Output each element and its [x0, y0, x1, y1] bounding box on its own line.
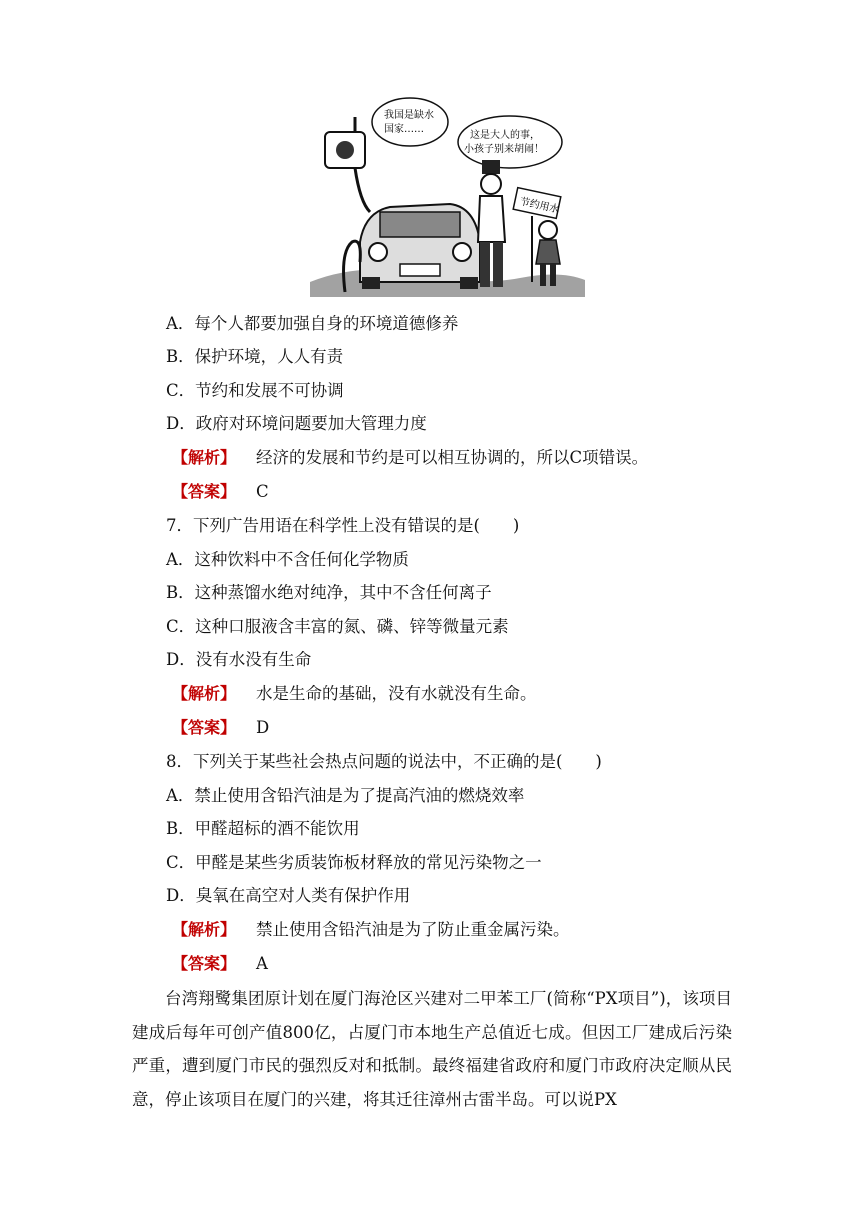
q8-option-d: D．臭氧在高空对人类有保护作用 — [166, 886, 411, 905]
q6-option-d: D．政府对环境问题要加大管理力度 — [166, 414, 427, 433]
bubble-left-text-2: 国家…… — [384, 124, 424, 135]
q7-option-b: B．这种蒸馏水绝对纯净，其中不含任何离子 — [166, 583, 492, 602]
q7-stem: 7．下列广告用语在科学性上没有错误的是( ) — [166, 516, 520, 535]
q8-analysis — [172, 919, 570, 941]
car-figure — [360, 204, 480, 289]
q7-option-c: C．这种口服液含丰富的氮、磷、锌等微量元素 — [166, 617, 509, 636]
sign-text: 节约用水 — [518, 196, 561, 216]
q6-option-b: B．保护环境，人人有责 — [166, 347, 344, 366]
answer-tag: 【答案】 — [172, 718, 237, 737]
q8-option-a: A．禁止使用含铅汽油是为了提高汽油的燃烧效率 — [166, 786, 525, 805]
analysis-tag: 【解析】 — [172, 684, 237, 703]
bubble-right-text: 这是大人的事， — [470, 130, 540, 141]
analysis-text: 水是生命的基础，没有水就没有生命。 — [256, 684, 537, 703]
bubble-right-text-2: 小孩子别来胡闹！ — [464, 144, 544, 155]
answer-text: D — [256, 718, 270, 737]
q7-option-a: A．这种饮料中不含任何化学物质 — [166, 550, 409, 569]
camera-figure — [325, 117, 370, 212]
analysis-text: 禁止使用含铅汽油是为了防止重金属污染。 — [256, 920, 570, 939]
q6-option-c: C．节约和发展不可协调 — [166, 381, 344, 400]
man-figure — [478, 160, 505, 287]
analysis-text: 经济的发展和节约是可以相互协调的，所以C项错误。 — [256, 448, 649, 467]
bubble-left-text: 我国是缺水 — [384, 110, 434, 121]
q8-stem: 8．下列关于某些社会热点问题的说法中，不正确的是( ) — [166, 752, 602, 771]
q8-option-b: B．甲醛超标的酒不能饮用 — [166, 819, 360, 838]
answer-tag: 【答案】 — [172, 954, 237, 973]
passage-paragraph: 台湾翔鹭集团原计划在厦门海沧区兴建对二甲苯工厂(简称“PX项目”)，该项目建成后每年可创产值800亿，占厦门市本地生产总值近七成。但因工厂建成后污染严重，遭到厦门市民的强烈反对和抵制。最终福建省政府和厦门市政府决定顺从民意，停止该项目在厦门的兴建，将其迁往漳州古雷半岛。可以说PX — [132, 989, 732, 1109]
answer-text: A — [256, 954, 268, 973]
q6-analysis — [172, 447, 648, 469]
answer-text: C — [256, 482, 269, 501]
analysis-tag: 【解析】 — [172, 920, 237, 939]
q7-option-d: D．没有水没有生命 — [166, 650, 312, 669]
answer-tag: 【答案】 — [172, 482, 237, 501]
q6-option-a: A．每个人都要加强自身的环境道德修养 — [166, 314, 459, 333]
q6-answer — [172, 481, 269, 503]
analysis-tag: 【解析】 — [172, 448, 237, 467]
child-figure — [513, 188, 561, 286]
q8-answer — [172, 953, 268, 975]
q8-option-c: C．甲醛是某些劣质装饰板材释放的常见污染物之一 — [166, 853, 542, 872]
cartoon-illustration — [300, 92, 590, 302]
q7-answer — [172, 717, 269, 739]
q7-analysis — [172, 683, 537, 705]
